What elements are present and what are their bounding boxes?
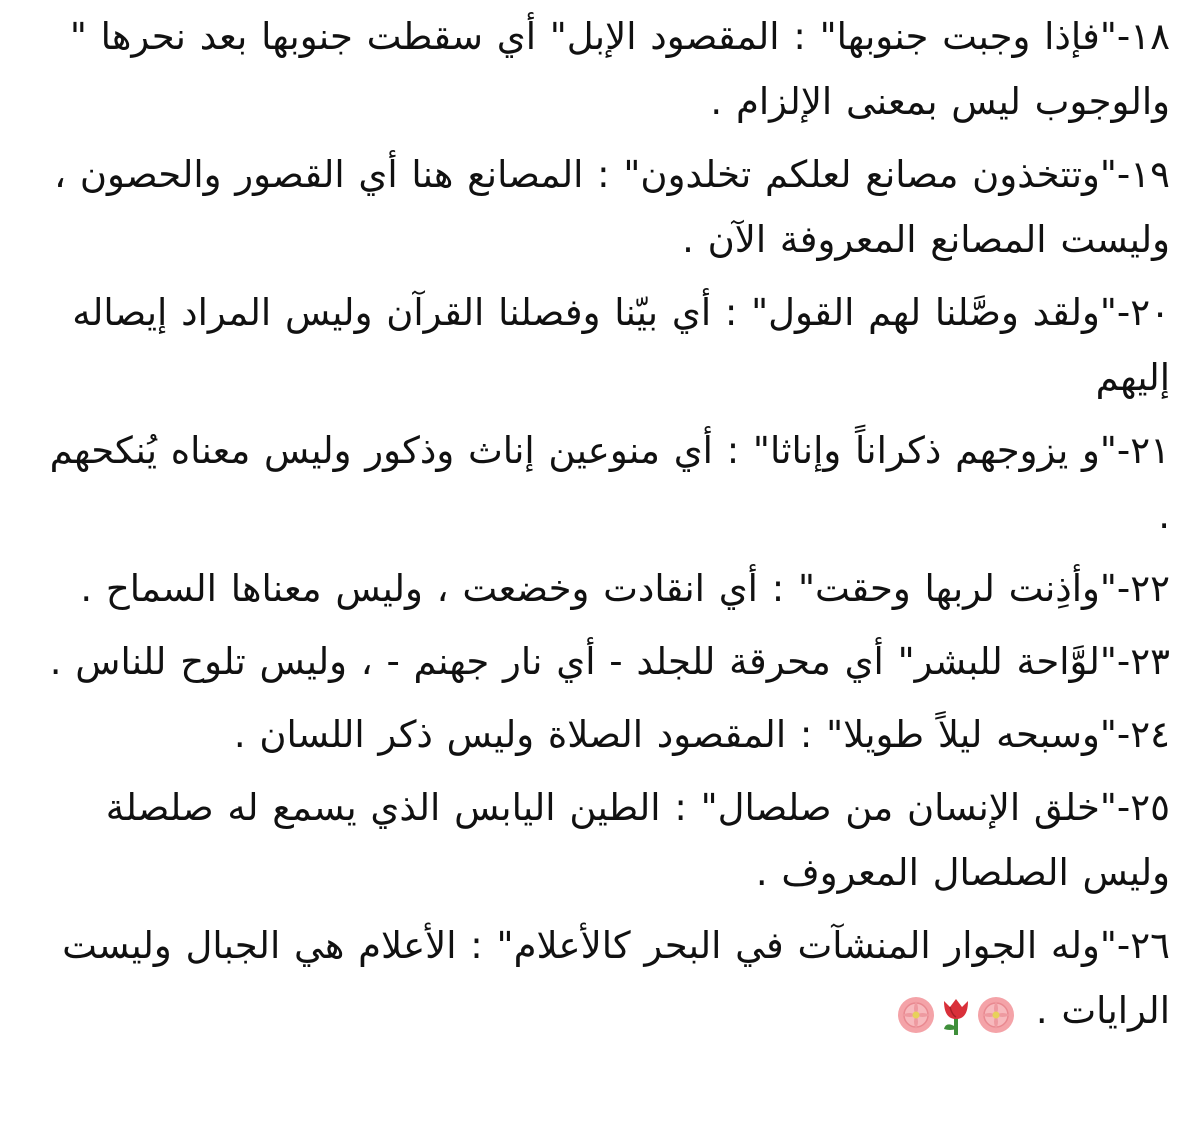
item-number: ٢٤-: [1116, 713, 1170, 756]
verse-quote: "وله الجوار المنشآت في البحر كالأعلام": [496, 924, 1117, 967]
list-item: [28, 629, 1170, 694]
list-item: [28, 556, 1170, 621]
item-explanation: أي محرقة للجلد - أي نار جهنم - ، وليس تلوح للناس .: [49, 640, 884, 683]
verse-quote: "لوَّاحة للبشر": [897, 640, 1117, 683]
item-number: ٢٣-: [1116, 640, 1170, 683]
verse-quote: "وسبحه ليلاً طويلا": [826, 713, 1117, 756]
hibiscus-icon: [896, 995, 936, 1035]
item-explanation: : أي انقادت وخضعت ، وليس معناها السماح .: [80, 567, 785, 610]
item-number: ٢٠-: [1116, 291, 1170, 334]
item-explanation: : الطين اليابس الذي يسمع له صلصلة وليس الصلصال المعروف .: [105, 786, 1170, 894]
item-number: ١٩-: [1116, 153, 1170, 196]
hibiscus-icon: [976, 995, 1016, 1035]
list-item: [28, 775, 1170, 905]
verse-quote: "فإذا وجبت جنوبها": [819, 15, 1117, 58]
item-explanation: : الأعلام هي الجبال وليست الرايات .: [62, 924, 1170, 1032]
item-number: ٢٢-: [1116, 567, 1170, 610]
list-item: [28, 280, 1170, 410]
list-item: [28, 702, 1170, 767]
verse-quote: "وتتخذون مصانع لعلكم تخلدون": [623, 153, 1117, 196]
item-explanation: : المصانع هنا أي القصور والحصون ، وليست المصانع المعروفة الآن .: [54, 153, 1170, 261]
item-explanation: : أي بيّنا وفصلنا القرآن وليس المراد إيصاله إليهم: [72, 291, 1170, 399]
item-number: ١٨-: [1116, 15, 1170, 58]
verse-quote: "وأذِنت لربها وحقت": [797, 567, 1117, 610]
document-body: [28, 4, 1170, 1053]
item-explanation: : المقصود الإبل" أي سقطت جنوبها بعد نحرها " والوجوب ليس بمعنى الإلزام .: [69, 15, 1170, 123]
item-number: ٢٦-: [1116, 924, 1170, 967]
list-item: [28, 418, 1170, 548]
verse-quote: "خلق الإنسان من صلصال": [700, 786, 1117, 829]
item-explanation: : المقصود الصلاة وليس ذكر اللسان .: [233, 713, 813, 756]
tulip-icon: [938, 995, 974, 1035]
list-item: [28, 4, 1170, 134]
emoji-group: [894, 980, 1016, 1045]
verse-quote: "و يزوجهم ذكراناً وإناثا": [752, 429, 1117, 472]
list-item: [28, 913, 1170, 1045]
item-explanation: : أي منوعين إناث وذكور وليس معناه يُنكحهم .: [49, 429, 1170, 537]
item-number: ٢١-: [1116, 429, 1170, 472]
list-item: [28, 142, 1170, 272]
item-number: ٢٥-: [1116, 786, 1170, 829]
verse-quote: "ولقد وصَّلنا لهم القول": [751, 291, 1117, 334]
